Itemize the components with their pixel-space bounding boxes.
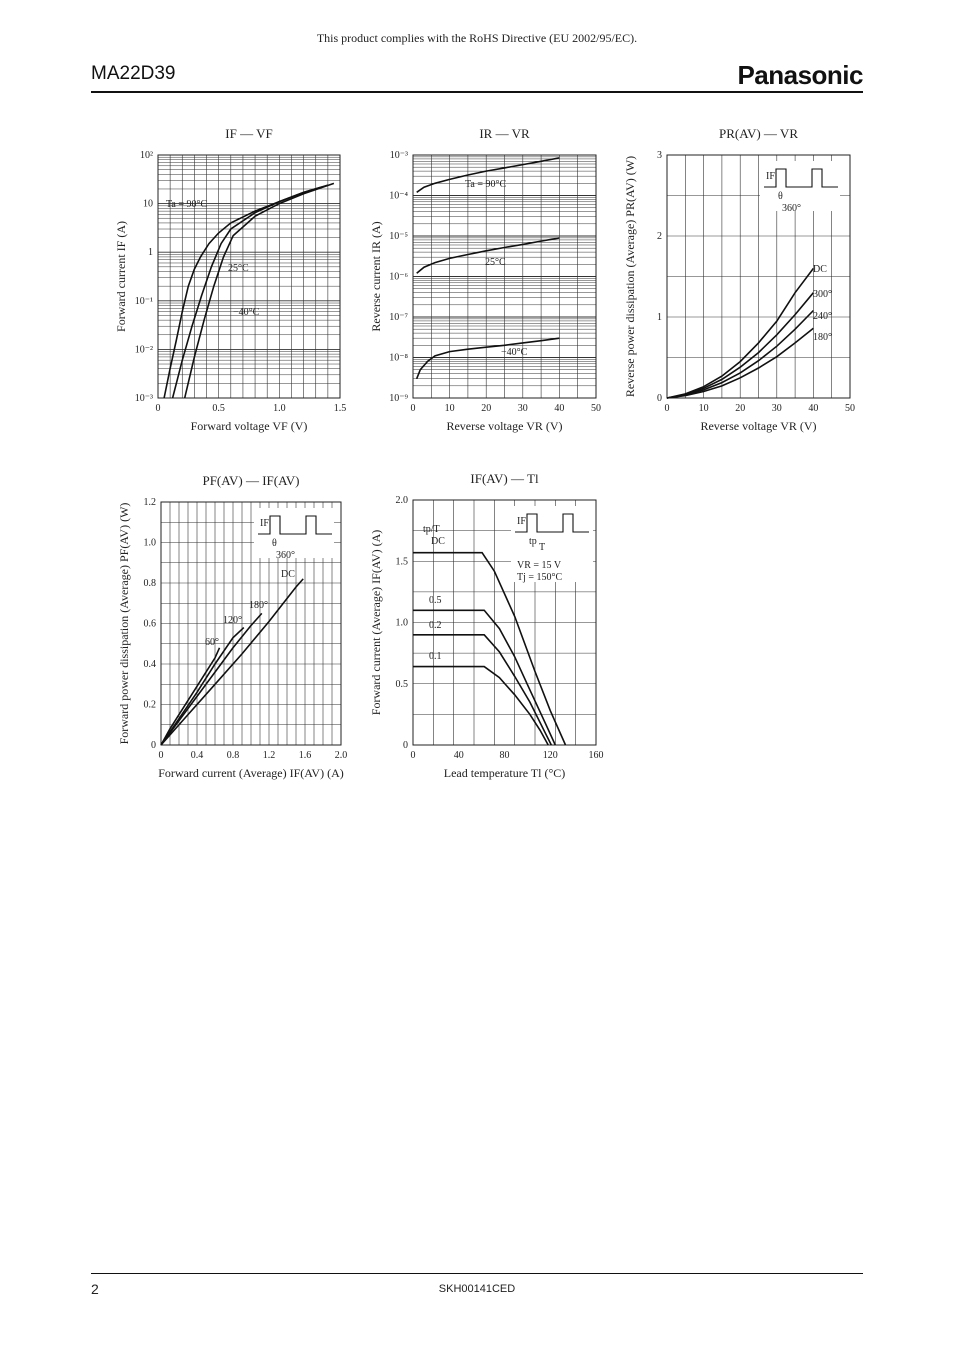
series-annotation: 180°	[249, 600, 268, 611]
y-axis-label: Forward current IF (A)	[114, 221, 128, 332]
document-code: SKH00141CED	[438, 1283, 516, 1295]
y-tick-label: 2	[657, 231, 662, 242]
chart-svg-pf-if	[105, 465, 355, 785]
series-annotation: 0.1	[429, 651, 442, 662]
chart-title: PR(AV) — VR	[719, 126, 798, 141]
x-tick-label: 20	[735, 403, 746, 414]
y-tick-label: 10⁻³	[389, 150, 408, 161]
x-tick-label: 50	[845, 403, 855, 414]
y-tick-label: 10⁻²	[134, 344, 153, 356]
chart-svg-ir-vr	[365, 120, 615, 433]
inset-period-label: 360°	[276, 550, 295, 561]
y-tick-label: 1.5	[395, 556, 408, 568]
x-axis-label: Reverse voltage VR (V)	[700, 419, 817, 433]
series-annotation: DC	[281, 569, 295, 580]
y-tick-label: 10⁻⁴	[389, 190, 408, 202]
y-tick-label: 0.5	[395, 678, 408, 690]
y-tick-label: 3	[657, 150, 662, 161]
chart-svg-if-tl	[365, 465, 615, 785]
x-tick-label: 30	[771, 403, 782, 414]
plot-grid	[413, 155, 596, 398]
y-axis-label: Reverse current IR (A)	[369, 221, 383, 332]
x-tick-label: 20	[481, 403, 492, 414]
x-tick-label: 40	[453, 750, 464, 761]
series-line-2	[161, 613, 262, 745]
inset-angle-label: θ	[272, 538, 277, 549]
x-tick-label: 1.5	[333, 403, 347, 414]
series-annotation: 25°C	[485, 257, 506, 268]
series-annotation: 240°	[813, 311, 832, 322]
x-tick-label: 30	[517, 403, 528, 414]
y-tick-label: 10⁻⁶	[389, 271, 408, 283]
y-axis-label: Reverse power dissipation (Average) PR(AV) (W)	[623, 155, 637, 398]
y-tick-label: 10	[143, 198, 153, 210]
series-annotation: DC	[813, 264, 827, 275]
y-tick-label: 0	[657, 393, 662, 404]
series-line-3	[161, 579, 303, 745]
x-tick-label: 0.5	[212, 403, 225, 414]
y-tick-label: 0.2	[143, 699, 156, 711]
y-tick-label: 1.0	[143, 537, 156, 549]
x-tick-label: 0	[158, 750, 164, 761]
series-annotation: 300°	[813, 289, 832, 300]
chart-pf-if	[105, 465, 355, 785]
x-tick-label: 1.6	[298, 750, 312, 761]
series-annotation: Ta = 90°C	[166, 199, 208, 210]
x-tick-label: 50	[591, 403, 601, 414]
x-axis-label: Lead temperature Tl (°C)	[443, 766, 566, 780]
x-tick-label: 1.2	[262, 750, 276, 761]
chart-ir-vr	[365, 120, 615, 433]
x-axis-label: Forward current (Average) IF(AV) (A)	[158, 766, 344, 780]
x-tick-label: 0	[155, 403, 161, 414]
y-tick-label: 10⁻⁵	[389, 231, 408, 242]
x-tick-label: 0	[410, 403, 416, 414]
chart-if-tl	[365, 465, 615, 785]
y-tick-label: 2.0	[395, 495, 408, 506]
series-annotation: DC	[431, 536, 445, 547]
x-tick-label: 10	[444, 403, 455, 414]
series-annotation: 0.5	[429, 595, 442, 606]
header-rule	[91, 91, 863, 93]
series-annotation: tp/T	[423, 524, 440, 535]
y-tick-label: 1.2	[143, 497, 156, 508]
series-annotation: −40°C	[501, 347, 528, 358]
footer-rule	[91, 1273, 863, 1274]
x-tick-label: 0.4	[190, 750, 204, 761]
series-annotation: −40°C	[233, 307, 260, 318]
inset-period-label: 360°	[782, 203, 801, 214]
x-tick-label: 10	[698, 403, 709, 414]
x-axis-label: Reverse voltage VR (V)	[446, 419, 563, 433]
y-tick-label: 0.8	[143, 578, 156, 589]
x-tick-label: 40	[808, 403, 819, 414]
inset-pulse-label: tp	[529, 536, 537, 547]
y-axis-label: Forward power dissipation (Average) PF(AV) (W)	[117, 502, 131, 745]
y-tick-label: 1	[657, 312, 662, 323]
chart-title: IR — VR	[479, 126, 530, 141]
inset-current-label: IF	[260, 518, 269, 529]
series-annotation: 60°	[205, 637, 219, 648]
x-tick-label: 160	[588, 750, 604, 761]
y-tick-label: 0.6	[143, 618, 156, 630]
y-axis-label: Forward current (Average) IF(AV) (A)	[369, 529, 383, 716]
y-tick-label: 10⁻⁹	[389, 393, 408, 404]
y-tick-label: 0	[151, 740, 156, 751]
y-tick-label: 10²	[140, 150, 153, 161]
y-tick-label: 10⁻⁷	[389, 312, 408, 323]
x-tick-label: 0.8	[226, 750, 240, 761]
y-tick-label: 10⁻³	[134, 393, 153, 404]
chart-svg-pr-vr	[620, 120, 870, 433]
part-number: MA22D39	[91, 63, 176, 84]
y-tick-label: 10⁻¹	[134, 295, 153, 307]
y-tick-label: 10⁻⁸	[389, 352, 408, 364]
y-tick-label: 0	[403, 740, 408, 751]
inset-period-label: T	[539, 542, 546, 553]
series-annotation: Ta = 90°C	[465, 179, 507, 190]
chart-title: PF(AV) — IF(AV)	[202, 473, 300, 488]
x-tick-label: 0	[410, 750, 416, 761]
y-tick-label: 0.4	[143, 659, 156, 670]
x-tick-label: 0	[664, 403, 670, 414]
chart-title: IF(AV) — Tl	[470, 471, 539, 486]
series-annotation: 180°	[813, 332, 832, 343]
series-line-2	[417, 338, 560, 379]
x-tick-label: 1.0	[273, 403, 286, 414]
x-tick-label: 40	[554, 403, 565, 414]
series-annotation: 120°	[223, 615, 242, 626]
series-line-2	[185, 183, 334, 398]
inset-current-label: IF	[766, 171, 775, 182]
inset-condition-t: Tj = 150°C	[517, 572, 563, 583]
chart-pr-vr	[620, 120, 870, 433]
x-tick-label: 80	[499, 750, 510, 761]
series-annotation: 0.2	[429, 620, 442, 631]
x-axis-label: Forward voltage VF (V)	[190, 419, 308, 433]
inset-condition-v: VR = 15 V	[517, 560, 562, 571]
x-tick-label: 2.0	[334, 750, 348, 761]
series-annotation: 25°C	[228, 263, 249, 274]
series-line-1	[173, 185, 328, 398]
rohs-compliance-note: This product complies with the RoHS Directive (EU 2002/95/EC).	[316, 31, 638, 45]
y-tick-label: 1.0	[395, 617, 408, 629]
chart-if-vf	[105, 120, 355, 433]
x-tick-label: 120	[542, 750, 558, 761]
inset-current-label: IF	[517, 516, 526, 527]
page-number: 2	[91, 1281, 99, 1297]
inset-angle-label: θ	[778, 191, 783, 202]
chart-svg-if-vf	[105, 120, 355, 433]
brand-logo: Panasonic	[737, 60, 863, 90]
chart-title: IF — VF	[225, 126, 273, 141]
y-tick-label: 1	[148, 247, 153, 259]
